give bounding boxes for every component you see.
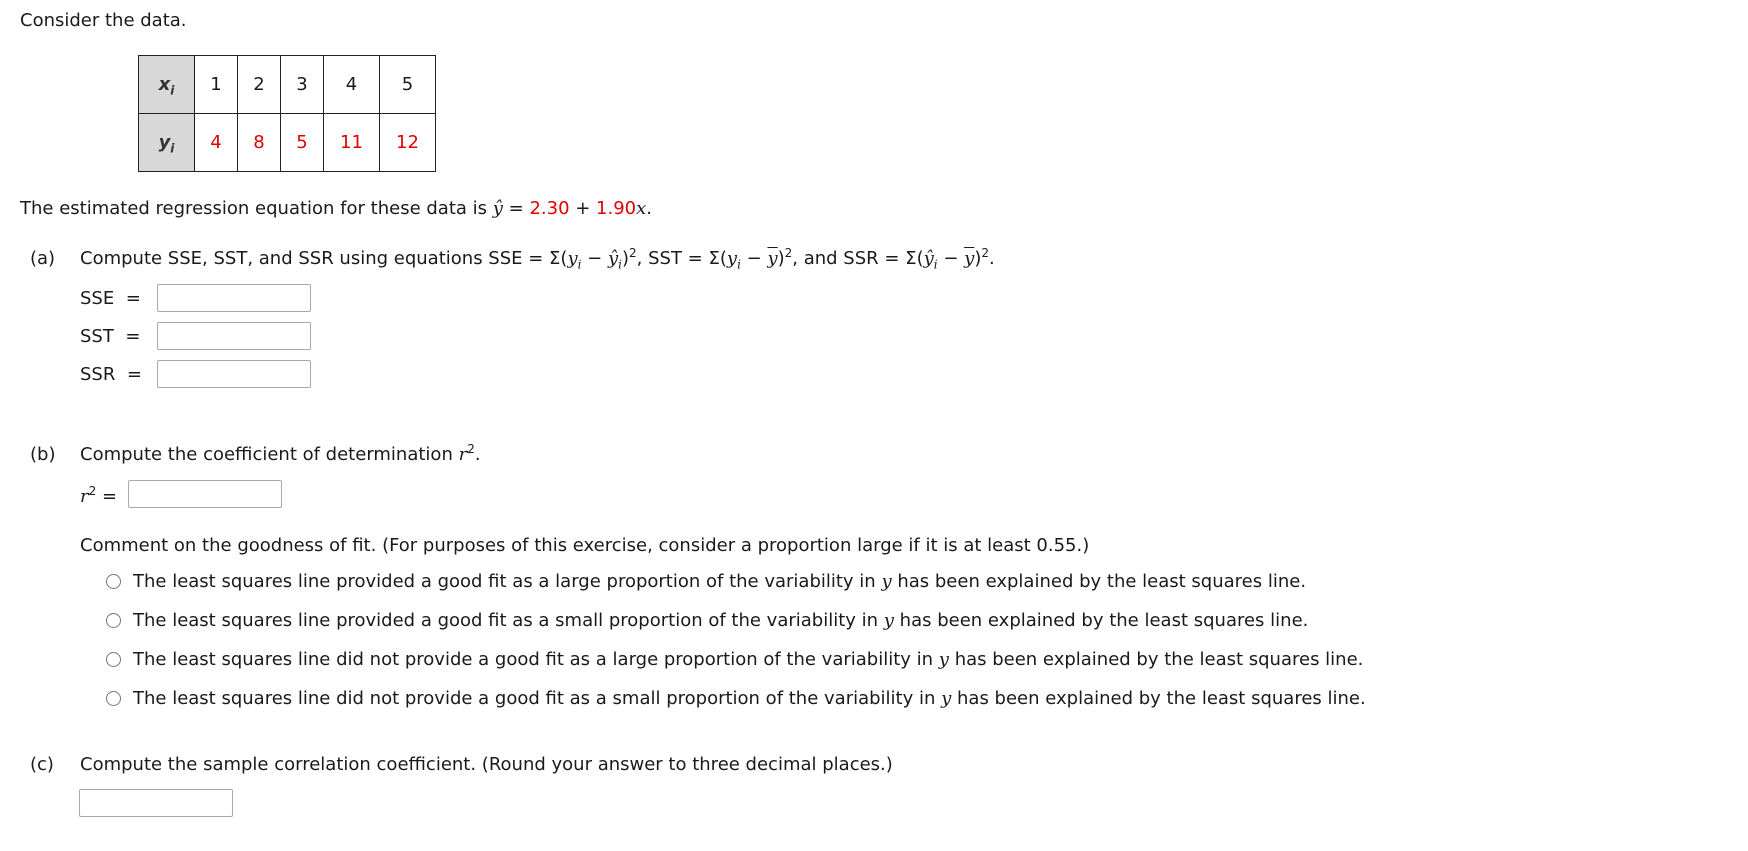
option-label: The least squares line did not provide a good fit as a large proportion of the variability in y has been explained by the least squares line. [133,649,1364,670]
y-cell: 11 [324,114,380,172]
part-b-question: Compute the coefficient of determination $r^2$. [80,442,481,465]
table-row-y [139,114,436,172]
part-c-question: Compute the sample correlation coefficient. (Round your answer to three decimal places.) [80,754,893,775]
r2-label: $r^2$ = [80,484,118,507]
sst-label: SST = [80,326,141,347]
option-row[interactable] [106,571,1306,592]
radio-button[interactable] [106,652,121,667]
intro-text: Consider the data. [20,10,187,31]
option-row[interactable] [106,649,1363,670]
r2-input[interactable] [128,480,282,508]
correlation-input[interactable] [79,789,233,817]
sst-input[interactable] [157,322,311,350]
x-cell: 5 [380,56,436,114]
radio-button[interactable] [106,613,121,628]
radio-button[interactable] [106,574,121,589]
radio-button[interactable] [106,691,121,706]
goodness-comment: Comment on the goodness of fit. (For purposes of this exercise, consider a proportion large if it is at least 0.55.) [80,535,1090,556]
x-header: $x_i$ [139,56,195,114]
option-row[interactable] [106,688,1366,709]
y-cell: 12 [380,114,436,172]
option-label: The least squares line provided a good fit as a large proportion of the variability in y has been explained by the least squares line. [133,571,1307,592]
option-label: The least squares line provided a good fit as a small proportion of the variability in y has been explained by the least squares line. [133,610,1309,631]
ssr-label: SSR = [80,364,142,385]
ssr-input[interactable] [157,360,311,388]
sse-input[interactable] [157,284,311,312]
part-a-question: Compute SSE, SST, and SSR using equations SSE = $\Sigma(y_i$ − $ŷ_i)^2$, SST = $\Sigma(y_i - \overline{y})^2$, and SSR = $\Sigma(ŷ_i - \overline{y})^2$. [80,246,995,272]
y-cell: 5 [281,114,324,172]
sse-label: SSE = [80,288,141,309]
x-cell: 1 [195,56,238,114]
data-table [138,55,436,172]
y-header: $y_i$ [139,114,195,172]
x-cell: 3 [281,56,324,114]
part-a-label: (a) [30,248,56,269]
option-row[interactable] [106,610,1308,631]
part-c-label: (c) [30,754,54,775]
option-label: The least squares line did not provide a good fit as a small proportion of the variability in y has been explained by the least squares line. [133,688,1366,709]
y-cell: 4 [195,114,238,172]
x-cell: 2 [238,56,281,114]
y-cell: 8 [238,114,281,172]
table-row-x [139,56,436,114]
regression-equation: The estimated regression equation for these data is ŷ = 2.30 + 1.90x. [20,198,653,219]
x-cell: 4 [324,56,380,114]
part-b-label: (b) [30,444,56,465]
